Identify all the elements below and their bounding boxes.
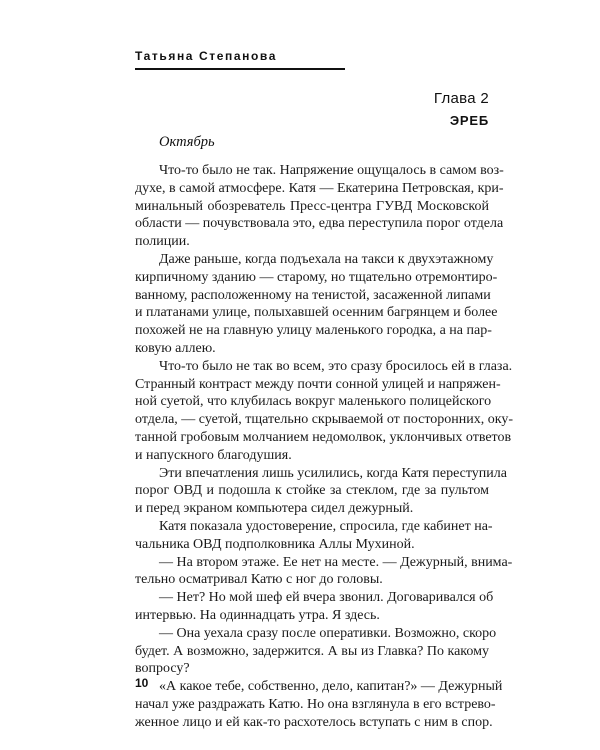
paragraph [135,162,504,251]
text-line: интервью. На одиннадцать утра. Я здесь. [135,607,380,623]
text-line: тельно осматривал Катю с ног до головы. [135,572,383,588]
chapter-number: Глава 2 [433,90,489,107]
text-line: кирпичному зданию — старому, но тщательно отремонтиро- [135,269,498,285]
body-text [135,162,514,732]
text-line: минальный обозреватель Пресс-центра ГУВД Московской [135,198,489,214]
text-line: похожей не на главную улицу маленького городка, а на пар- [135,323,492,339]
text-line: Странный контраст между почти сонной улицей и напряжен- [135,376,501,392]
text-line: Эти впечатления лишь усилились, когда Катя переступила [159,465,507,481]
text-line: Что-то было не так во всем, это сразу бросилось ей в глаза. [159,358,513,374]
paragraph [135,554,513,590]
text-line: танной гробовым молчанием недомолвок, уклончивых ответов [135,429,512,445]
text-line: «А какое тебе, собственно, дело, капитан?» — Дежурный [159,679,503,695]
paragraph [135,358,514,465]
running-head-rule [135,68,345,70]
text-line: Что-то было не так. Напряжение ощущалось в самом воз- [159,163,504,178]
text-line: — Она уехала сразу после оперативки. Возможно, скоро [159,625,497,641]
text-line: области — почувствовала это, едва переступила порог отдела [135,216,504,232]
page-number: 10 [135,676,149,690]
paragraph [135,678,503,731]
text-line: Даже раньше, когда подъехала на такси к двухэтажному [159,251,494,267]
epigraph: Октябрь [159,134,215,150]
text-line: ванному, расположенному на тенистой, засаженной липами [135,287,491,303]
text-line: — На втором этаже. Ее нет на месте. — Дежурный, внима- [159,554,513,570]
text-line: полиции. [135,234,190,250]
text-line: начал уже раздражать Катю. Но она взглянула в его встрево- [135,696,496,712]
paragraph [135,625,497,678]
paragraph [135,465,507,518]
text-line: женное лицо и ей как-то расхотелось вступать с ним в спор. [135,714,493,730]
paragraph [135,589,494,625]
text-line: ковую аллею. [135,340,216,356]
chapter-title: ЭРЕБ [449,113,489,128]
text-line: отдела, — суетой, тщательно скрываемой от посторонних, оку- [135,412,514,428]
text-line: духе, в самой атмосфере. Катя — Екатерина Петровская, кри- [135,180,504,196]
text-line: и напускного благодушия. [135,447,292,463]
text-line: порог ОВД и подошла к стойке за стеклом, где за пультом [135,483,489,499]
paragraph [135,518,493,554]
paragraph [135,251,498,358]
text-line: и платанами улице, полыхавшей осенним багрянцем и более [135,305,498,321]
running-head-author: Татьяна Степанова [135,49,278,63]
text-line: чальника ОВД подполковника Аллы Мухиной. [135,536,415,552]
text-line: и перед экраном компьютера сидел дежурный. [135,501,414,517]
text-line: — Нет? Но мой шеф ей вчера звонил. Договаривался об [159,590,494,606]
text-line: вопросу? [135,661,190,677]
text-line: будет. А возможно, задержится. А вы из Главка? По какому [135,643,489,659]
text-line: ной суетой, что клубилась вокруг маленького полицейского [135,394,492,410]
text-line: Катя показала удостоверение, спросила, где кабинет на- [159,518,493,534]
